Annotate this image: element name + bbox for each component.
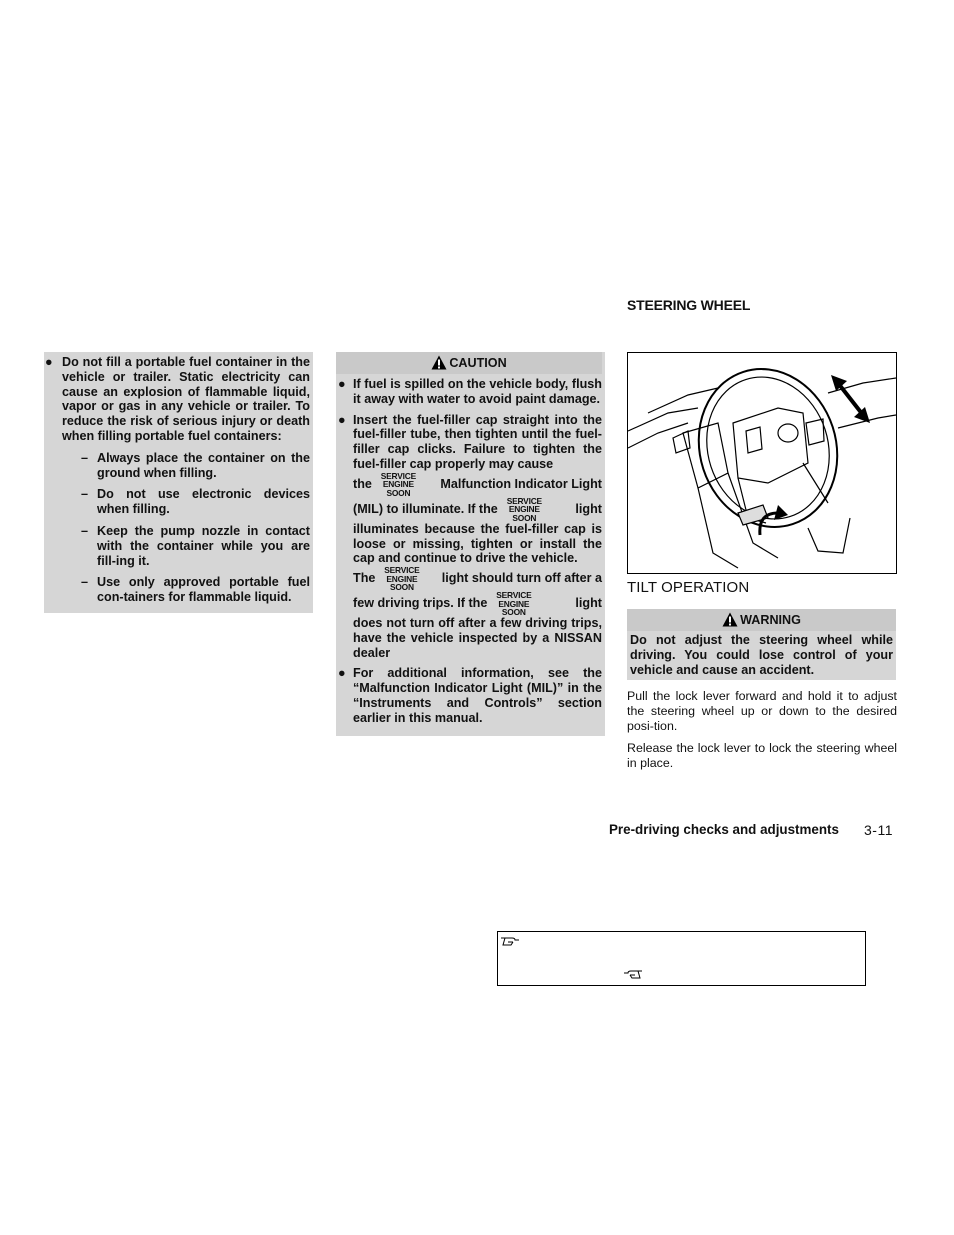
warning-text: Do not adjust the steering wheel while driving. You could lose control of your vehicle and cause an accident. [630,633,893,677]
dash-text: Do not use electronic devices when filling. [97,487,310,517]
caution-title: CAUTION [449,356,507,370]
dash-text: Keep the pump nozzle in contact with the container while you are fill-ing it. [97,523,310,568]
dash-item: – Keep the pump nozzle in contact with the container while you are fill-ing it. [81,523,310,568]
caution-item: ● If fuel is spilled on the vehicle body, flush it away with water to avoid paint damage. [338,377,602,406]
dash-text: Always place the container on the ground when filling. [97,450,310,480]
caution-text: For additional information, see the “Malfunction Indicator Light (MIL)” in the “Instruments and Controls” section earlier in this manual. [353,666,602,725]
instruction-paragraph: Pull the lock lever forward and hold it to adjust the steering wheel up or down to the desired posi-tion. [627,689,897,733]
warning-triangle-icon [431,355,447,377]
footer-section-title: Pre-driving checks and adjustments [609,822,839,837]
subsection-title: TILT OPERATION [627,579,750,596]
instruction-paragraph: Release the lock lever to lock the steering wheel in place. [627,741,897,770]
warning-title: WARNING [740,613,801,627]
caution-box [336,352,605,736]
caution-text: Insert the fuel-filler cap straight into the fuel-filler tube, then tighten until the fuel-filler cap clicks. Failure to tighten the fuel-filler cap properly may cause [353,412,602,471]
steering-wheel-illustration [627,352,897,574]
fuel-container-notice [44,352,313,613]
caution-text: If fuel is spilled on the vehicle body, flush it away with water to avoid paint damage. [353,377,602,406]
service-engine-soon-icon: SERVICE ENGINE SOON [506,496,542,523]
pointing-hand-icon [500,933,520,952]
bullet-dot: ● [45,355,53,369]
warning-triangle-icon [722,612,738,634]
caution-item: ● For additional information, see the “Malfunction Indicator Light (MIL)” in the “Instruments and Controls” section earlier in this manual. [338,666,602,725]
caution-header [336,352,602,374]
dash-item: – Do not use electronic devices when filling. [81,487,310,517]
caution-item: ● Insert the fuel-filler cap straight into the fuel-filler tube, then tighten until the fuel-filler cap clicks. Failure to tighten the fuel-filler cap properly may cause the SERVICE ENGINE SOON Malfunction Indicator Light (MIL) to illuminate. If the SERVICE ENGINE SOON light illuminates because the fuel-filler cap is loose or missing, tighten or install the cap and continue to drive the vehicle. The SERVICE ENGINE SOON light should turn off after a few driving trips. If the SERVICE ENGINE SOON light does not turn off after a few driving trips, have the vehicle inspected by a NISSAN dealer [338,412,602,660]
bullet-item [44,355,310,605]
bullet-text: Do not fill a portable fuel container in the vehicle or trailer. Static electricity can cause an explosion of flammable liquid, vapor or gas in any vehicle or trailer. To reduce the risk of serious injury or death when filling portable fuel containers: [62,355,310,443]
service-engine-soon-icon: SERVICE ENGINE SOON [380,471,416,498]
service-engine-soon-icon: SERVICE ENGINE SOON [384,565,420,592]
warning-header [627,609,896,631]
section-title: STEERING WHEEL [627,297,751,313]
warning-box [627,609,896,680]
dash-item: – Use only approved portable fuel con-tainers for flammable liquid. [81,575,310,605]
dash-text: Use only approved portable fuel con-tainers for flammable liquid. [97,575,310,605]
pointing-hand-icon [623,966,643,985]
page-number: 3-11 [864,822,893,838]
service-engine-soon-icon: SERVICE ENGINE SOON [496,590,532,617]
note-box [497,931,866,986]
dash-item: – Always place the container on the ground when filling. [81,450,310,480]
